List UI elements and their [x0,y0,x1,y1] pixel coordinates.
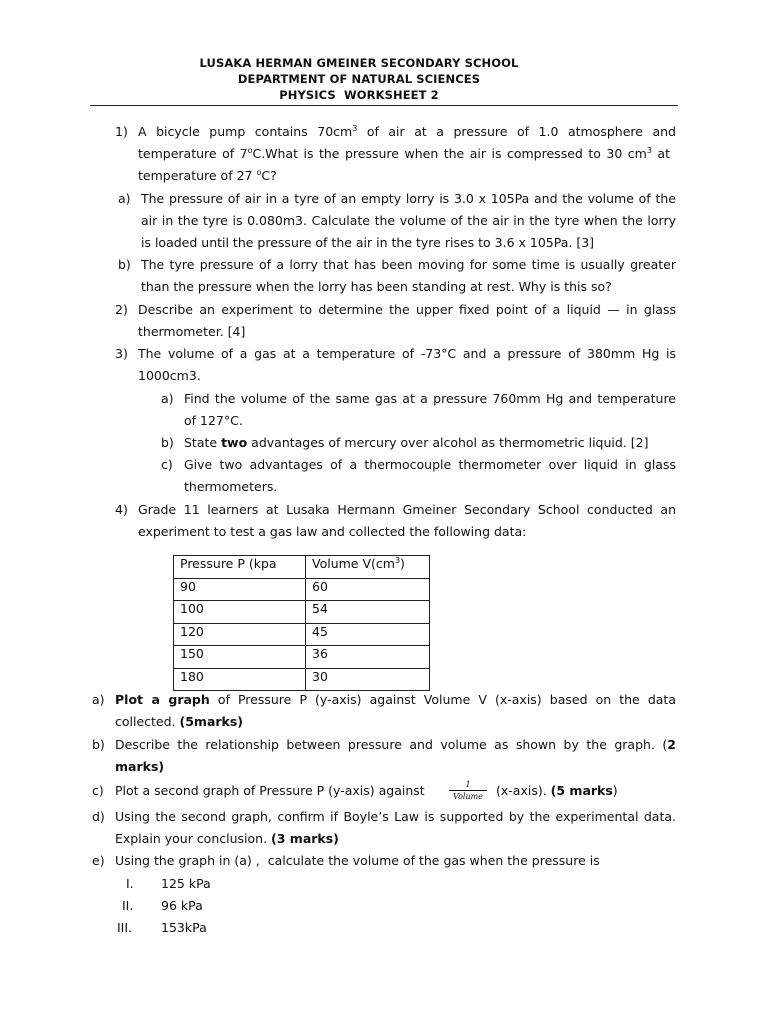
q3c-line1: Give two advantages of a thermocouple thermometer over liquid in glass [184,457,676,472]
q3b-label: b) [161,435,174,450]
q1a-line1: The pressure of air in a tyre of an empty lorry is 3.0 x 105Pa and the volume of the [141,191,676,206]
department-name: DEPARTMENT OF NATURAL SCIENCES [237,72,481,86]
q1-line1: A bicycle pump contains $70cm^3$ of air at a pressure of 1.0 atmosphere and [138,123,676,139]
qe-line1: Using the graph in (a) , calculate the volume of the gas when the pressure is [115,853,600,868]
table-cell-volume: 36 [306,646,430,669]
table-cell-volume: 60 [306,578,430,601]
table-header-row [174,556,430,579]
qc-fraction-denominator: Volume [453,792,483,801]
q1a-line3: is loaded until the pressure of the air in the tyre rises to 3.6 x 105Pa. [3] [141,235,595,250]
q3-line2: 1000cm3. [138,368,201,383]
q4-line2: experiment to test a gas law and collected the following data: [138,524,527,539]
q3a-line2: of 127°C. [184,413,243,428]
qe-item-value: 153kPa [161,920,207,935]
q3a-line1: Find the volume of the same gas at a pressure 760mm Hg and temperature [184,391,676,406]
table-row [174,668,430,691]
qc-fraction [449,780,487,801]
table-cell-volume: 30 [306,668,430,691]
q2-line2: thermometer. [4] [138,324,246,339]
qe-label: e) [92,853,105,868]
qb-line2: marks) [115,759,165,774]
q1-line2: temperature of 7$^o$C.What is the pressure when the air is compressed to 30 $cm^3$ at [138,145,670,161]
table-cell-pressure: 120 [174,623,306,646]
q1a-line2: air in the tyre is 0.080m3. Calculate the volume of the air in the tyre when the lorry [141,213,676,228]
q4-line1: Grade 11 learners at Lusaka Hermann Gmeiner Secondary School conducted an [138,502,676,517]
q3a-label: a) [161,391,174,406]
q3c-line2: thermometers. [184,479,278,494]
table-cell-volume: 54 [306,601,430,624]
table-row [174,623,430,646]
header-divider [90,105,678,106]
qe-item-number: I. [126,876,134,891]
qd-line2: Explain your conclusion. (3 marks) [115,831,339,846]
qb-label: b) [92,737,105,752]
q1-line3: temperature of 27 $^o$C? [138,167,277,183]
q1b-line2: than the pressure when the lorry has been standing at rest. Why is this so? [141,279,612,294]
table-row [174,646,430,669]
q3-label: 3) [115,346,128,361]
table-cell-pressure: 150 [174,646,306,669]
qa-label: a) [92,692,105,707]
qc-text-post: (x-axis). (5 marks) [496,783,618,798]
table-header-pressure: Pressure P (kpa [174,556,306,579]
qd-label: d) [92,809,105,824]
qa-line1: Plot a graph of Pressure P (y-axis) against Volume V (x-axis) based on the data [115,692,676,707]
qe-item-value: 96 kPa [161,898,203,913]
q1b-label: b) [118,257,131,272]
school-name: LUSAKA HERMAN GMEINER SECONDARY SCHOOL [199,56,519,70]
table-cell-volume: 45 [306,623,430,646]
qd-line1: Using the second graph, confirm if Boyle’s Law is supported by the experimental data. [115,809,676,824]
worksheet-title: PHYSICS WORKSHEET 2 [279,88,439,102]
q3c-label: c) [161,457,173,472]
q2-label: 2) [115,302,128,317]
table-cell-pressure: 90 [174,578,306,601]
table-row [174,578,430,601]
qa-line2: collected. (5marks) [115,714,244,729]
table-cell-pressure: 100 [174,601,306,624]
qb-line1: Describe the relationship between pressure and volume as shown by the graph. (2 [115,737,676,752]
table-cell-pressure: 180 [174,668,306,691]
q2-line1: Describe an experiment to determine the upper fixed point of a liquid — in glass [138,302,676,317]
table-header-volume: Volume $V(cm^3)$ [306,556,430,579]
qc-text-pre: Plot a second graph of Pressure P (y-axis) against [115,783,425,798]
q1-label: 1) [115,124,128,139]
data-table [173,555,430,691]
qe-item-number: II. [122,898,134,913]
qe-item-number: III. [117,920,133,935]
table-row [174,601,430,624]
q3b-line1: State two advantages of mercury over alcohol as thermometric liquid. [2] [184,435,649,450]
q4-label: 4) [115,502,128,517]
qc-fraction-numerator: 1 [465,780,471,789]
q1a-label: a) [118,191,131,206]
qe-item-value: 125 kPa [161,876,211,891]
qc-label: c) [92,783,104,798]
q3-line1: The volume of a gas at a temperature of -73°C and a pressure of 380mm Hg is [138,346,676,361]
q1b-line1: The tyre pressure of a lorry that has been moving for some time is usually greater [141,257,676,272]
